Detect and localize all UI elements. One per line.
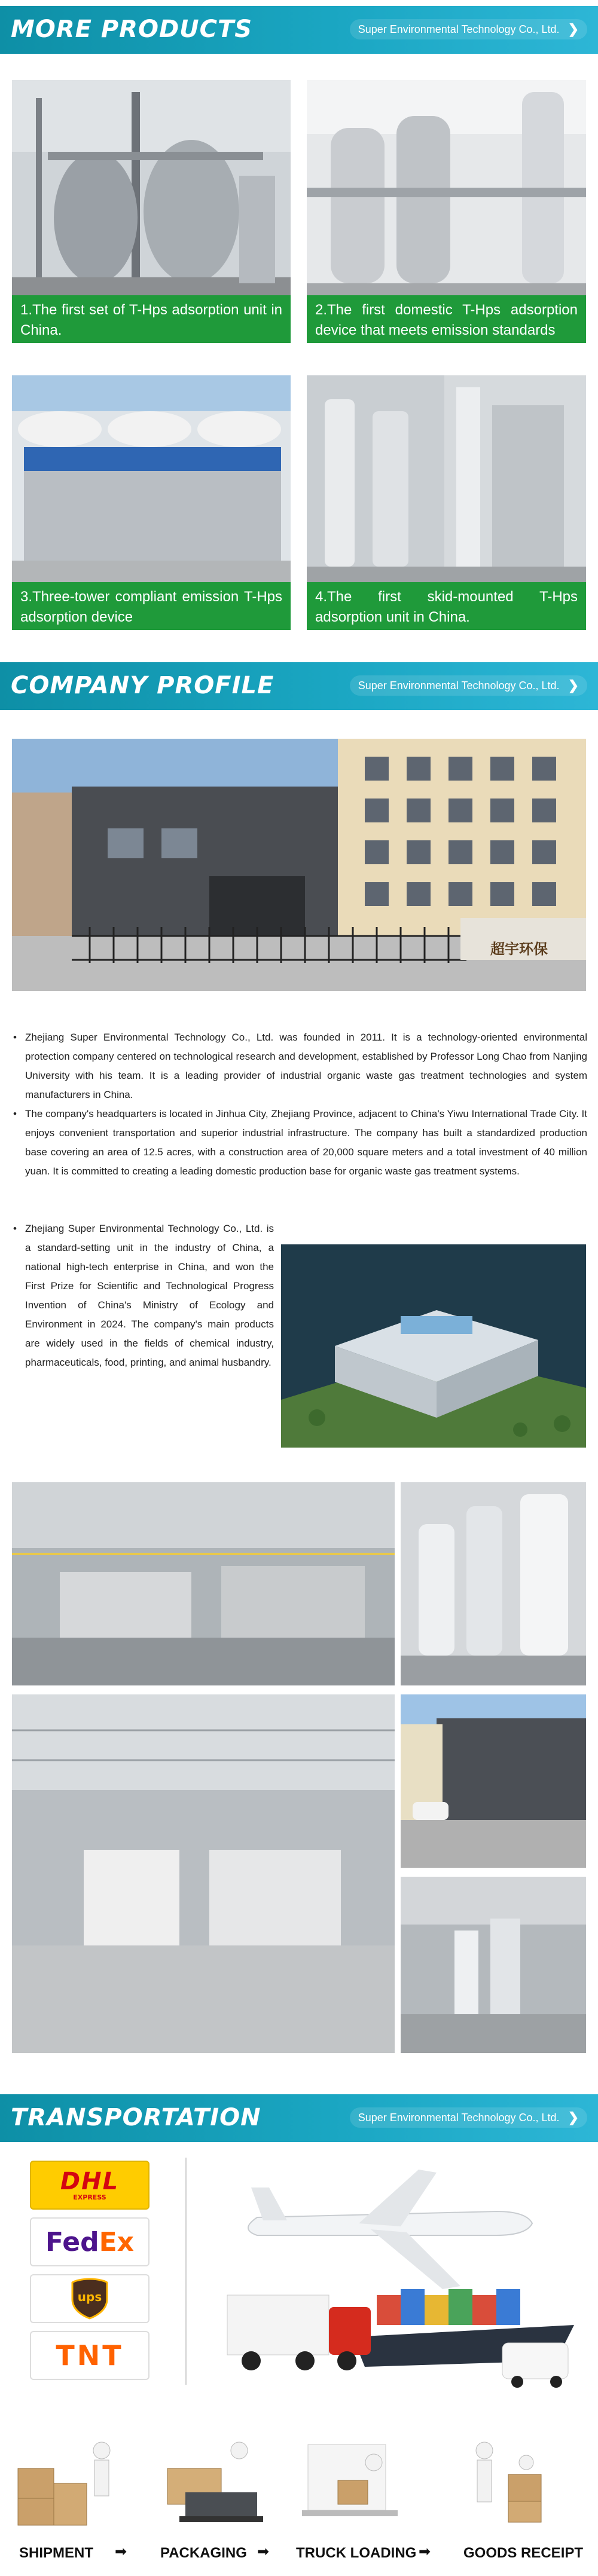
campus-rendering [281, 1244, 586, 1448]
ups-logo [30, 2274, 150, 2323]
dhl-logo [30, 2161, 150, 2210]
airplane-icon [248, 2170, 532, 2289]
chevron-right-icon: ❯ [568, 22, 579, 36]
product-caption-2: 2.The first domestic T-Hps adsorption device that meets emission standards [307, 295, 586, 343]
company-name: Super Environmental Technology Co., Ltd. [358, 679, 560, 692]
receipt-icon [454, 2427, 562, 2528]
company-link[interactable] [350, 675, 587, 696]
truck-loading-illustration [296, 2427, 404, 2528]
van-icon [502, 2343, 568, 2388]
factory-photo-1 [12, 1482, 395, 1685]
fedex-logo [30, 2217, 150, 2266]
tnt-logo [30, 2331, 150, 2380]
profile-paragraph: • Zhejiang Super Environmental Technology Co., Ltd. is a standard-setting unit in the industry of China, a national high-tech enterprise in China, and won the First Prize for Scientific and Technological Progress Invention of China's Ministry of Ecology and Environment in 2024. The company's main products are widely used in the fields of chemical industry, pharmaceuticals, food, printing, and animal husbandry. [11, 1219, 274, 1372]
truck-icon [227, 2295, 371, 2370]
profile-paragraph: • Zhejiang Super Environmental Technology Co., Ltd. was founded in 2011. It is a technology-oriented environmental protection company centered on technological research and development, established by Professor Long Chao from Nanjing University with his team. It is a leading provider of industrial organic waste gas treatment technologies and system manufacturers in China. [11, 1028, 587, 1105]
tnt-logo-text: TNT [56, 2339, 124, 2372]
shipment-illustration [12, 2427, 117, 2528]
arrow-right-icon: ➡ [115, 2543, 127, 2560]
fedex-logo-text-b: Ex [99, 2226, 135, 2257]
step-truck-loading: TRUCK LOADING [296, 2545, 417, 2561]
product-card-1[interactable] [12, 80, 291, 343]
company-link[interactable] [350, 19, 587, 39]
company-name: Super Environmental Technology Co., Ltd. [358, 23, 560, 35]
step-shipment: SHIPMENT [19, 2545, 94, 2561]
factory-photo-5 [401, 1877, 586, 2053]
fedex-logo-text-a: Fed [45, 2226, 99, 2257]
chevron-right-icon: ❯ [568, 678, 579, 693]
chevron-right-icon: ❯ [568, 2110, 579, 2125]
section-title: MORE PRODUCTS [11, 16, 253, 43]
section-title: COMPANY PROFILE [11, 672, 274, 699]
dhl-logo-text: DHL [60, 2167, 120, 2195]
product-caption-1: 1.The first set of T-Hps adsorption unit in China. [12, 295, 291, 343]
company-link[interactable] [350, 2107, 587, 2128]
product-caption-4: 4.The first skid-mounted T-Hps adsorption unit in China. [307, 582, 586, 630]
arrow-right-icon: ➡ [419, 2543, 431, 2560]
product-card-2[interactable] [307, 80, 586, 343]
transport-illustration [215, 2146, 586, 2397]
transportation-banner [0, 2094, 598, 2142]
pallet-icon [161, 2427, 269, 2528]
building-sign: 超宇环保 [490, 940, 548, 957]
company-profile-banner [0, 662, 598, 710]
product-card-3[interactable] [12, 375, 291, 630]
more-products-banner [0, 6, 598, 54]
ups-logo-text: ups [77, 2290, 102, 2304]
factory-photo-2 [401, 1482, 586, 1685]
airplane-truck-ship-icon [215, 2146, 586, 2397]
goods-receipt-illustration [454, 2427, 562, 2528]
loading-truck-icon [296, 2427, 404, 2528]
product-card-4[interactable] [307, 375, 586, 630]
arrow-right-icon: ➡ [257, 2543, 270, 2560]
packaging-illustration [161, 2427, 269, 2528]
factory-photo-4 [401, 1694, 586, 1868]
boxes-icon [12, 2427, 117, 2528]
divider [185, 2158, 187, 2385]
factory-photo-3 [12, 1694, 395, 2053]
company-name: Super Environmental Technology Co., Ltd. [358, 2111, 560, 2124]
headquarters-photo [12, 739, 586, 991]
profile-text-2 [11, 1219, 274, 1372]
profile-paragraph: • The company's headquarters is located in Jinhua City, Zhejiang Province, adjacent to China's Yiwu International Trade City. It enjoys convenient transportation and superior industrial infrastructure. The company has built a standardized production base covering an area of 12.5 acres, with a construction area of 20,000 square meters and a total investment of 40 million yuan. It is committed to creating a leading domestic production base for organic waste gas treatment systems. [11, 1105, 587, 1181]
step-goods-receipt: GOODS RECEIPT [463, 2545, 584, 2561]
dhl-logo-subtext: EXPRESS [73, 2193, 106, 2201]
profile-text-1 [11, 1028, 587, 1181]
section-title: TRANSPORTATION [11, 2104, 261, 2131]
product-caption-3: 3.Three-tower compliant emission T-Hps adsorption device [12, 582, 291, 630]
step-packaging: PACKAGING [160, 2545, 247, 2561]
